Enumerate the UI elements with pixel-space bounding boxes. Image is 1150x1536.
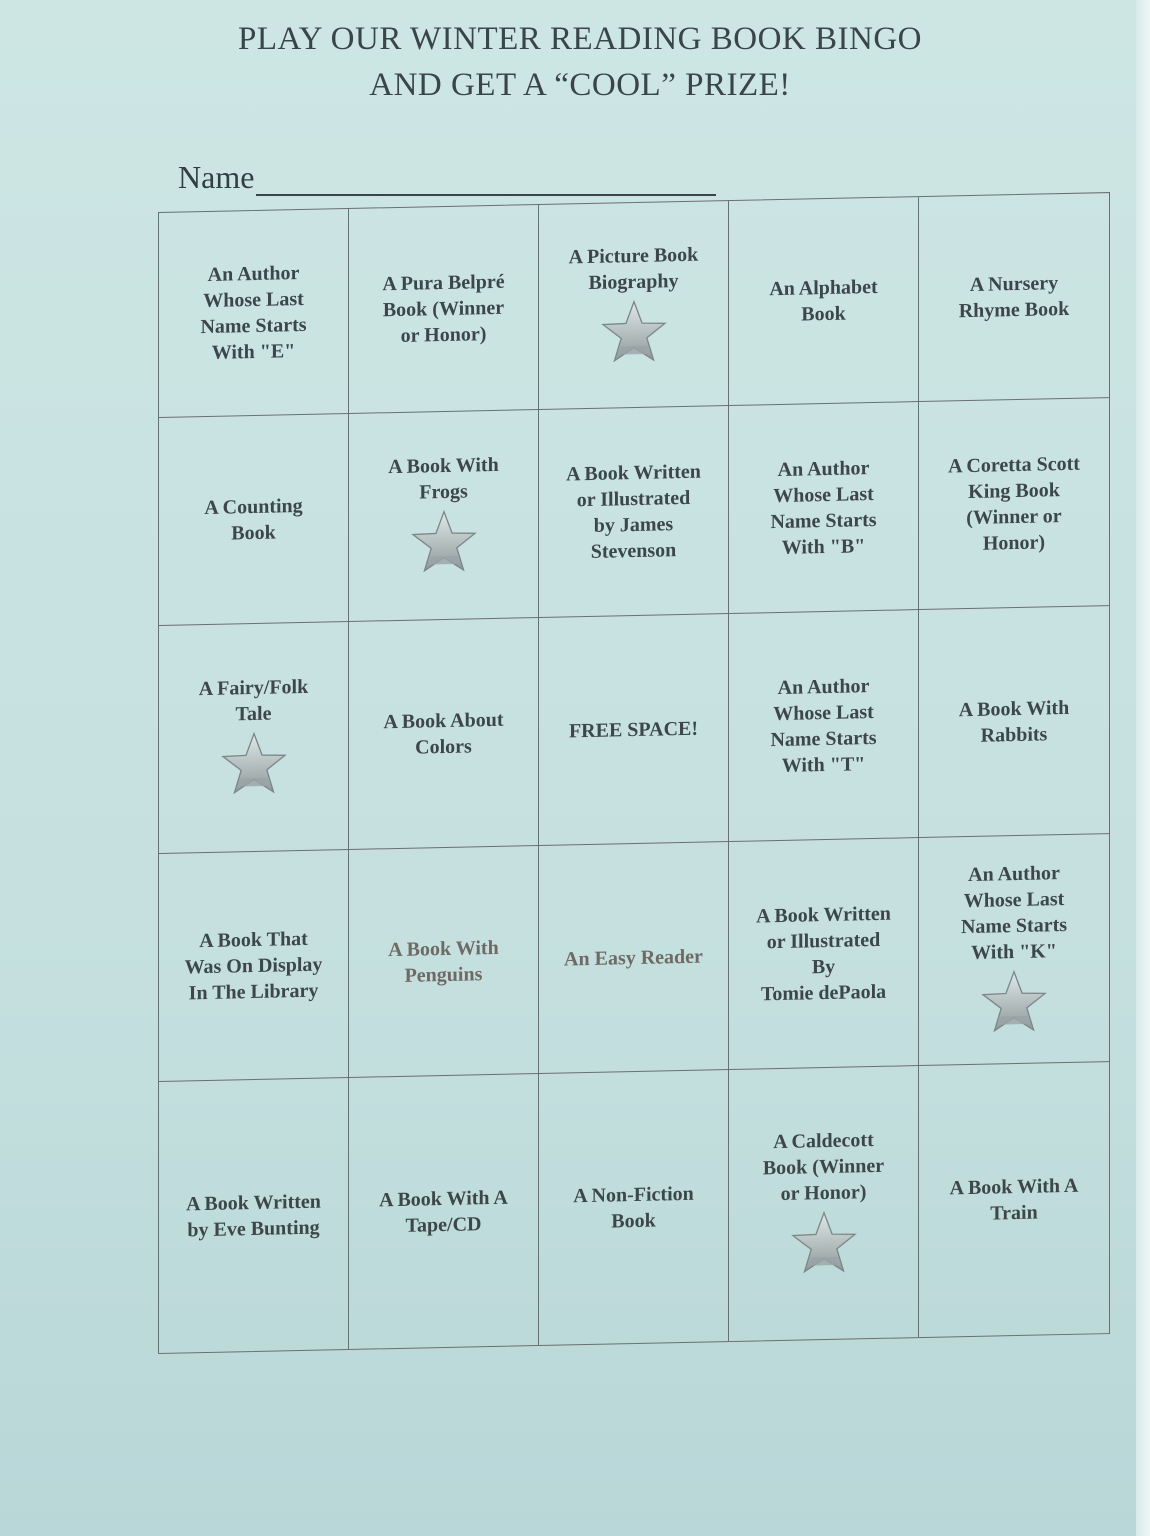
star-icon	[980, 964, 1048, 1038]
bingo-cell[interactable]	[539, 406, 729, 618]
bingo-cell-text: A Book Written or Illustrated By Tomie dePaola	[756, 902, 891, 1005]
bingo-cell-text: A Book With Frogs	[388, 453, 499, 504]
title-line-1: PLAY OUR WINTER READING BOOK BINGO	[237, 21, 923, 57]
star-icon	[220, 726, 288, 800]
bingo-cell[interactable]	[159, 1078, 349, 1353]
bingo-cell-text: A Counting Book	[204, 494, 303, 544]
bingo-cell[interactable]	[919, 398, 1109, 610]
bingo-grid	[158, 192, 1110, 1354]
bingo-cell-text: A Book With Penguins	[388, 936, 499, 987]
bingo-cell-text: An Author Whose Last Name Starts With "B"	[770, 456, 877, 559]
bingo-cell-text: An Author Whose Last Name Starts With "T"	[770, 674, 877, 777]
bingo-cell-text: A Pura Belpré Book (Winner or Honor)	[382, 270, 505, 347]
bingo-cell-text: A Book That Was On Display In The Library	[184, 927, 323, 1004]
bingo-cell-text: A Book Written by Eve Bunting	[186, 1190, 321, 1241]
bingo-cell[interactable]	[919, 834, 1109, 1066]
bingo-cell[interactable]	[349, 205, 539, 414]
paper-edge	[1136, 0, 1150, 1536]
bingo-cell[interactable]	[729, 838, 919, 1070]
bingo-cell[interactable]	[159, 850, 349, 1082]
bingo-cell-text: A Book With A Tape/CD	[379, 1186, 508, 1237]
bingo-cell[interactable]	[159, 209, 349, 418]
bingo-cell[interactable]	[729, 1066, 919, 1341]
bingo-cell[interactable]	[539, 201, 729, 410]
bingo-cell-text: A Coretta Scott King Book (Winner or Honor)	[948, 452, 1080, 555]
page-title	[150, 16, 1010, 108]
star-icon	[600, 294, 668, 368]
bingo-cell[interactable]	[539, 614, 729, 846]
bingo-cell-text: A Book Written or Illustrated by James Stevenson	[566, 460, 701, 563]
bingo-cell[interactable]	[159, 622, 349, 854]
name-label: Name	[178, 159, 255, 195]
bingo-cell-text: A Caldecott Book (Winner or Honor)	[762, 1129, 885, 1205]
bingo-cell[interactable]	[729, 197, 919, 406]
bingo-cell[interactable]	[349, 618, 539, 850]
bingo-cell-text: A Non-Fiction Book	[573, 1182, 694, 1233]
bingo-cell-text: A Book With A Train	[949, 1174, 1079, 1225]
bingo-cell-text: A Fairy/Folk Tale	[198, 675, 309, 726]
bingo-cell[interactable]	[539, 1070, 729, 1345]
name-field	[178, 156, 716, 196]
bingo-cell[interactable]	[919, 1062, 1109, 1337]
bingo-cell-text: FREE SPACE!	[568, 717, 699, 742]
bingo-cell[interactable]	[919, 193, 1109, 402]
name-blank-line[interactable]	[256, 164, 716, 196]
bingo-cell[interactable]	[349, 410, 539, 622]
bingo-cell-text: An Easy Reader	[564, 945, 703, 970]
star-icon	[790, 1205, 858, 1279]
title-line-2: AND GET A “COOL” PRIZE!	[369, 67, 791, 103]
bingo-cell[interactable]	[539, 842, 729, 1074]
bingo-cell[interactable]	[729, 402, 919, 614]
bingo-cell-text: An Alphabet Book	[769, 275, 878, 326]
bingo-cell[interactable]	[919, 606, 1109, 838]
bingo-cell-text: An Author Whose Last Name Starts With "E"	[200, 262, 307, 364]
bingo-cell[interactable]	[159, 414, 349, 626]
bingo-cell-text: A Picture Book Biography	[568, 243, 699, 294]
star-icon	[410, 504, 478, 578]
bingo-cell-text: A Book About Colors	[383, 708, 504, 759]
bingo-cell[interactable]	[729, 610, 919, 842]
bingo-cell[interactable]	[349, 846, 539, 1078]
bingo-cell[interactable]	[349, 1074, 539, 1349]
bingo-cell-text: A Nursery Rhyme Book	[958, 272, 1070, 323]
bingo-cell-text: A Book With Rabbits	[958, 696, 1070, 747]
bingo-cell-text: An Author Whose Last Name Starts With "K"	[960, 862, 1068, 964]
